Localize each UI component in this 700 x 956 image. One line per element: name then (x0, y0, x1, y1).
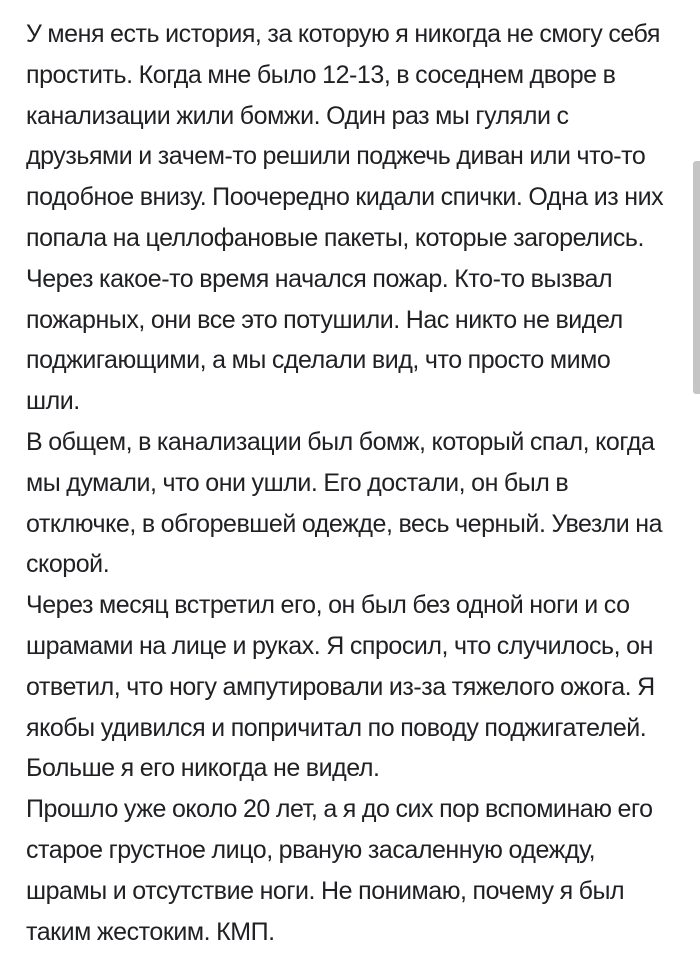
text-line: канализации жили бомжи. Один раз мы гуляли с (26, 101, 569, 130)
text-line: шрамы и отсутствие ноги. Не понимаю, почему я был (26, 876, 625, 905)
story-text (26, 14, 676, 952)
text-line: Прошло уже около 20 лет, а я до сих пор вспоминаю его (26, 795, 653, 824)
text-line: простить. Когда мне было 12-13, в соседнем дворе в (26, 60, 616, 89)
text-line: отключке, в обгоревшей одежде, весь черный. Увезли на (26, 509, 663, 538)
text-line: подобное внизу. Поочередно кидали спички. Одна из них (26, 183, 664, 212)
text-line: В общем, в канализации был бомж, который спал, когда (26, 427, 655, 456)
text-line: поджигающими, а мы сделали вид, что просто мимо (26, 346, 611, 375)
text-line: скорой. (26, 550, 110, 579)
text-line: якобы удивился и попричитал по поводу поджигателей. (26, 713, 647, 742)
text-line: ответил, что ногу ампутировали из-за тяжелого ожога. Я (26, 672, 655, 701)
text-line: попала на целлофановые пакеты, которые загорелись. (26, 223, 644, 252)
text-line: мы думали, что они ушли. Его достали, он был в (26, 468, 569, 497)
scrollbar-thumb[interactable] (693, 161, 700, 394)
text-line: У меня есть история, за которую я никогда не смогу себя (26, 20, 660, 48)
text-line: старое грустное лицо, рваную засаленную одежду, (26, 835, 596, 864)
text-line: пожарных, они все это потушили. Нас никто не видел (26, 305, 623, 334)
text-line: таким жестоким. КМП. (26, 917, 275, 946)
text-line: Через месяц встретил его, он был без одной ноги и со (26, 591, 630, 620)
text-line: Через какое-то время начался пожар. Кто-то вызвал (26, 264, 613, 293)
text-line: шрамами на лице и руках. Я спросил, что случилось, он (26, 631, 653, 660)
text-line: Больше я его никогда не видел. (26, 754, 380, 783)
text-line: друзьями и зачем-то решили поджечь диван или что-то (26, 142, 646, 171)
text-line: шли. (26, 387, 80, 416)
